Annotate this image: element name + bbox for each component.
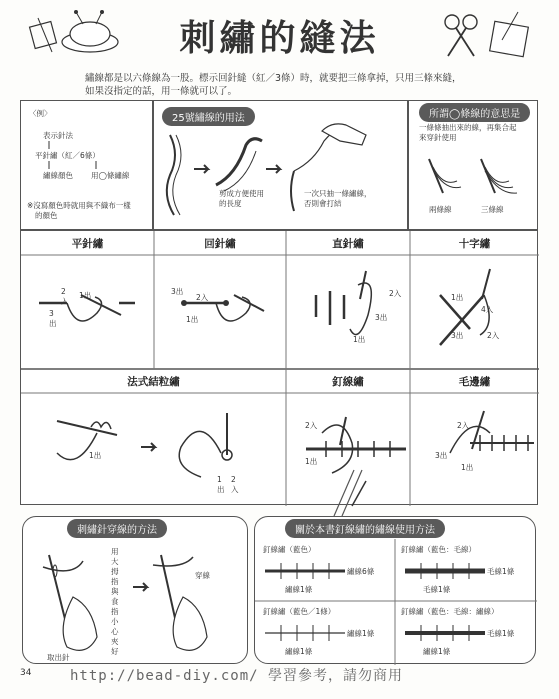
- couching-usage-title: 關於本書釘線繡的繡線使用方法: [285, 519, 445, 538]
- threading-pass-label: 穿線: [195, 571, 210, 580]
- example-note-2: 的顏色: [35, 211, 58, 220]
- usage-box1-right: 繡線6條: [347, 567, 375, 576]
- example-heading: 〈例〉: [29, 109, 52, 118]
- straight-mark-3out: 3出: [375, 313, 388, 322]
- threading-side-note: 用大拇指與食指小心夾好: [111, 547, 119, 656]
- example-note-1: ※沒寫顏色時就用與不織布一樣: [27, 201, 131, 210]
- couching-mark-2in: 2入: [305, 421, 318, 430]
- usage-25-title: 25號繡線的用法: [162, 107, 255, 126]
- example-label-stitch: 表示針法: [43, 131, 73, 140]
- watermark-url: http://bead-diy.com/ 學習參考，請勿商用: [70, 668, 404, 684]
- back-mark-3out: 3出: [171, 287, 184, 296]
- example-label-running: 平針繡（紅／6條）: [35, 151, 100, 160]
- intro-line-1: 繡線都是以六條線為一股。標示回針縫（紅／3條）時，就要把三條拿掉，只用三條來縫，: [85, 73, 462, 84]
- stitch-straight-header: 直針繡: [332, 238, 364, 250]
- french-mark-chu: 出: [217, 485, 225, 494]
- back-mark-1out: 1出: [186, 315, 199, 324]
- french-mark-ru: 入: [231, 485, 239, 494]
- couching-mark-1out: 1出: [305, 457, 318, 466]
- strands-label-two: 兩條線: [429, 205, 452, 214]
- threading-title: 刺繡針穿線的方法: [67, 519, 167, 538]
- usage-box1-bottom: 繡線1條: [285, 585, 313, 594]
- usage-box4-label: 釘線繡（藍色：毛線：繡線）: [401, 607, 499, 616]
- french-mark-1: 1: [217, 475, 222, 484]
- strands-title: 所謂◯條線的意思是: [419, 103, 530, 122]
- strands-desc-1: 一條條抽出來的線，再集合起: [419, 123, 517, 132]
- usage-25-caption-2a: 一次只抽一條繡線，: [304, 189, 372, 198]
- strands-label-three: 三條線: [481, 205, 504, 214]
- blanket-mark-2in: 2入: [457, 421, 470, 430]
- running-mark-1out: 1出: [79, 291, 92, 300]
- stitch-cross-header: 十字繡: [458, 238, 491, 250]
- usage-25-caption-2b: 否則會打結: [304, 199, 342, 208]
- running-mark-chu: 出: [49, 319, 57, 328]
- usage-box4-right: 毛線1條: [487, 629, 515, 638]
- stitch-back-header: 回針繡: [204, 238, 236, 250]
- running-mark-3: 3: [49, 309, 54, 318]
- usage-25-caption-1a: 剪成方便使用: [219, 189, 264, 198]
- cross-mark-4in: 4入: [481, 305, 494, 314]
- threading-pull-label: 取出針: [47, 653, 70, 662]
- usage-box4-bottom: 繡線1條: [423, 647, 451, 656]
- blanket-mark-3out: 3出: [435, 451, 448, 460]
- usage-box2-bottom: 毛線1條: [423, 585, 451, 594]
- usage-box3-bottom: 繡線1條: [285, 647, 313, 656]
- stitch-couching-header: 釘線繡: [332, 376, 364, 388]
- usage-box3-right: 繡線1條: [347, 629, 375, 638]
- blanket-mark-1out: 1出: [461, 463, 474, 472]
- cross-mark-2in: 2入: [487, 331, 500, 340]
- straight-mark-2in: 2入: [389, 289, 402, 298]
- example-label-color: 繡線顏色: [43, 171, 73, 180]
- stitch-blanket-header: 毛邊繡: [458, 376, 491, 388]
- back-mark-2in: 2入: [196, 293, 209, 302]
- usage-box2-right: 毛線1條: [487, 567, 515, 576]
- usage-box3-label: 釘線繡（藍色／1條）: [263, 607, 336, 616]
- running-mark-2: 2: [61, 287, 66, 296]
- usage-box1-label: 釘線繡（藍色）: [263, 545, 316, 554]
- page-number: 34: [20, 668, 32, 678]
- french-mark-1out: 1出: [89, 451, 102, 460]
- running-mark-ru: 入: [61, 297, 69, 306]
- intro-line-2: 如果沒指定的話，用一條就可以了。: [85, 86, 238, 97]
- usage-25-caption-1b: 的長度: [219, 199, 242, 208]
- cross-mark-1out: 1出: [451, 293, 464, 302]
- stitch-running-header: 平針繡: [71, 238, 104, 250]
- strands-desc-2: 來穿針使用: [419, 133, 457, 142]
- page-title: 刺繡的縫法: [179, 18, 380, 59]
- stitch-french-header: 法式結粒繡: [127, 376, 180, 388]
- straight-mark-1out: 1出: [353, 335, 366, 344]
- example-label-strands: 用◯條繡線: [91, 171, 130, 180]
- usage-box2-label: 釘線繡（藍色：毛線）: [401, 545, 476, 554]
- cross-mark-3out: 3出: [451, 331, 464, 340]
- french-mark-2: 2: [231, 475, 236, 484]
